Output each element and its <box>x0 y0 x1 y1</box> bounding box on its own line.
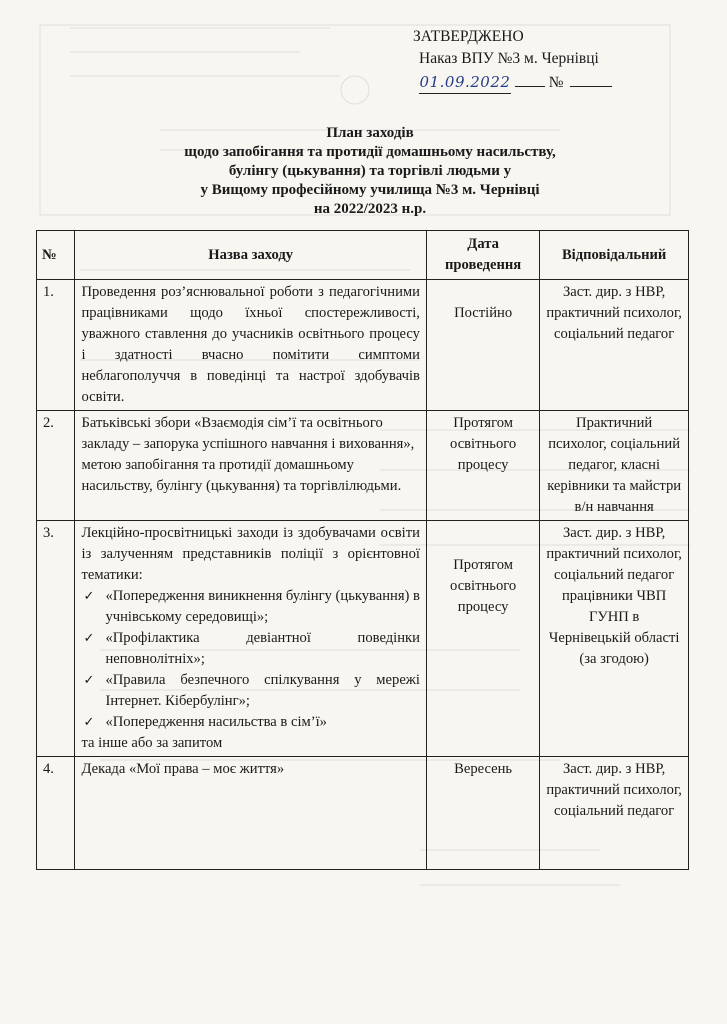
row-name <box>75 521 426 757</box>
row-resp: Заст. дир. з НВР, практичний психолог, соціальний педагог <box>540 280 689 411</box>
row-date: Протягом освітнього процесу <box>426 411 539 521</box>
approval-order: Наказ ВПУ №3 м. Чернівці <box>419 50 599 67</box>
row-name: Проведення роз’яснювальної роботи з педагогічними працівниками щодо їхньої спостережливості, уважного ставлення до учасників освітнього процесу і здатності вчасно помітити симптоми неблагополуччя в поведінці та настрої здобувачів освіти. <box>75 280 426 411</box>
row-num: 3. <box>37 521 75 757</box>
row-name: Декада «Мої права – моє життя» <box>75 757 426 870</box>
checkmark-icon: ✓ <box>83 589 95 604</box>
title-line-3: булінгу (цькування) та торгівлі людьми у <box>228 163 512 179</box>
checkmark-icon: ✓ <box>83 631 95 646</box>
approval-number-label: № <box>548 74 564 91</box>
title-line-5: на 2022/2023 н.р. <box>313 201 427 217</box>
header-name: Назва заходу <box>75 231 426 280</box>
row-resp-consent: (за згодою) <box>579 651 649 667</box>
row-date: Протягом освітнього процесу <box>426 521 539 757</box>
topic-text: «Правила безпечного спілкування у мережі Інтернет. Кібербулінг»; <box>105 672 420 709</box>
header-resp: Відповідальний <box>540 231 689 280</box>
list-item <box>81 586 419 628</box>
table-header-row <box>37 231 689 280</box>
row-date: Постійно <box>426 280 539 411</box>
approval-block <box>405 26 635 94</box>
row-resp: Заст. дир. з НВР, практичний психолог, соціальний педагог <box>540 757 689 870</box>
row-resp: Практичний психолог, соціальний педагог, класні керівники та майстри в/н навчання <box>540 411 689 521</box>
approval-date-line <box>405 71 635 94</box>
table-row <box>37 757 689 870</box>
row-resp-police: працівники ЧВП ГУНП в Чернівецькій області <box>548 588 680 646</box>
list-item <box>81 628 419 670</box>
list-item <box>81 670 419 712</box>
row-num: 2. <box>37 411 75 521</box>
checkmark-icon: ✓ <box>83 673 95 688</box>
header-num: № <box>37 231 75 280</box>
row-num: 1. <box>37 280 75 411</box>
topic-list <box>81 586 419 733</box>
row-name-outro: та інше або за запитом <box>81 735 223 751</box>
list-item <box>81 712 419 733</box>
row-num: 4. <box>37 757 75 870</box>
checkmark-icon: ✓ <box>83 715 95 730</box>
document-title <box>90 124 650 219</box>
title-line-4: у Вищому професійному училища №3 м. Чернівці <box>200 182 540 198</box>
table-row <box>37 280 689 411</box>
topic-text: «Попередження насильства в сім’ї» <box>105 714 327 730</box>
row-name: Батьківські збори «Взаємодія сім’ї та освітнього закладу – запорука успішного навчання і виховання», метою запобігання та протидії домашньому насильству, булінгу (цькування) та торгівлілюдьми. <box>75 411 426 521</box>
approval-date: 01.09.2022 <box>419 71 511 94</box>
row-name-intro: Лекційно-просвітницькі заходи із здобувачами освіти із залученням представників поліції з орієнтовної тематики: <box>81 525 420 583</box>
header-date: Дата проведення <box>426 231 539 280</box>
approval-number-blank <box>570 86 612 87</box>
table-row <box>37 411 689 521</box>
row-resp <box>540 521 689 757</box>
topic-text: «Профілактика девіантної поведінки неповнолітніх»; <box>105 630 420 667</box>
topic-text: «Попередження виникнення булінгу (цькування) в учнівському середовищі»; <box>105 588 420 625</box>
approval-heading: ЗАТВЕРДЖЕНО <box>413 28 524 45</box>
table-row <box>37 521 689 757</box>
title-line-1: План заходів <box>326 125 414 141</box>
row-date: Вересень <box>426 757 539 870</box>
row-resp-staff: Заст. дир. з НВР, практичний психолог, соціальний педагог <box>546 525 682 583</box>
plan-table <box>36 230 689 870</box>
title-line-2: щодо запобігання та протидії домашньому насильству, <box>184 144 556 160</box>
